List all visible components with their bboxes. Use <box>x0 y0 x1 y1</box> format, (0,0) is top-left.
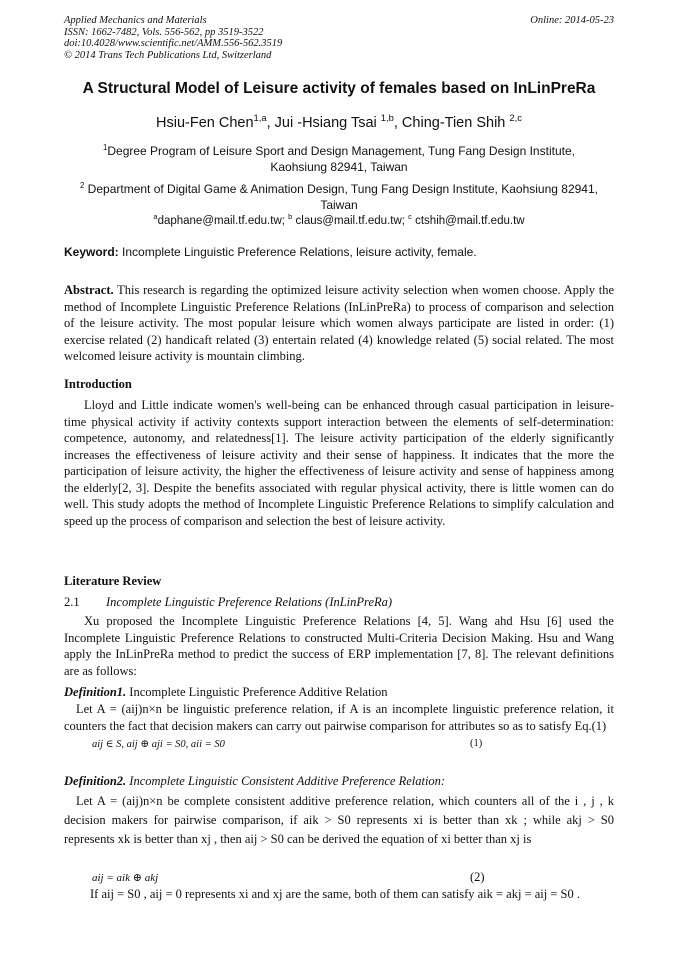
equation-2: aij = aik ⊕ akj <box>92 872 159 884</box>
author-emails: $^a$daphane@mail.tf.edu.tw; $^b$ claus@mail.tf.edu.tw; $^c$ ctshih@mail.tf.edu.tw <box>153 212 525 227</box>
subsection-heading <box>64 595 392 610</box>
affiliation-2: $^2$ Department of Digital Game & Animation Design, Tung Fang Design Institute, Kaohsiung 82941, Taiwan <box>80 181 598 212</box>
definition-2-text: Let A = (aij)n×n be complete consistent additive preference relation, which counters all of the i , j , k decision makers for pairwise comparison, if aik > S0 represents xi is better than xk ; while akj > S0 represents xk is better than xj , then aij > S0 can be derived the equation of xi better than xj is <box>64 794 614 846</box>
definition-1-text: Let A = (aij)n×n be linguistic preference relation, if A is an incomplete linguistic preference relation, it counters the fact that decision makers can carry out pairwise comparison for attributes so as to satisfy Eq.(1) <box>64 702 614 733</box>
paper-title: A Structural Model of Leisure activity of females based on InLinPreRa <box>82 80 596 97</box>
affiliation-1: $^1$Degree Program of Leisure Sport and Design Management, Tung Fang Design Institute, Kaohsiung 82941, Taiwan <box>103 143 575 174</box>
definition-2-title: Incomplete Linguistic Consistent Additive Preference Relation: <box>126 774 446 788</box>
keywords-line <box>64 245 614 259</box>
definition-2-heading <box>64 774 614 789</box>
definition-1-label: Definition1. <box>64 685 127 699</box>
subsection-number: 2.1 <box>64 595 80 609</box>
literature-heading: Literature Review <box>64 574 162 588</box>
introduction-heading: Introduction <box>64 377 132 391</box>
abstract-label: Abstract. <box>64 283 114 297</box>
journal-name: Applied Mechanics and Materials <box>64 15 207 26</box>
literature-paragraph: Xu proposed the Incomplete Linguistic Preference Relations [4, 5]. Wang ahd Hsu [6] used the Incomplete Linguistic Preference Relations to constructed Multi-Criteria Decision Making. Hsu and Wang apply the InLinPreRa method to predict the success of ERP implementation [7, 8]. The relevant definitions are as follows: <box>64 614 614 678</box>
abstract-text: This research is regarding the optimized leisure activity selection when women choose. Apply the method of Incomplete Linguistic Preference Relations (InLinPreRa) to process of comparison and selection of the leisure activity. The most popular leisure which women always participate are listed in order: (1) exercise related (2) handicaft related (3) entertain related (4) knowledge related (5) social related. The most welcomed leisure activity is mountain climbing. <box>64 283 614 363</box>
equation-2-number: (2) <box>470 870 485 884</box>
abstract-paragraph <box>64 282 614 365</box>
issn-line: ISSN: 1662-7482, Vols. 556-562, pp 3519-3522 <box>64 26 264 38</box>
journal-header <box>64 15 614 61</box>
keywords-label: Keyword: <box>64 245 119 259</box>
equation-1-number: (1) <box>470 738 483 749</box>
introduction-paragraph: Lloyd and Little indicate women's well-being can be enhanced through casual participation in leisure-time physical activity if activity contexts support interaction between the elements of self-determination: competence, autonomy, and relatedness[1]. The leisure activity participation of the elderly significantly increases the effectiveness of leisure activity and their sense of happiness. It indicates that the more the participation of leisure activity, the higher the effectiveness of leisure activity and sense of happiness among the elderly[2, 3]. Despite the benefits associated with regular physical activity, there is little women can do well. This study adopts the method of Incomplete Linguistic Preference Relations to simplify calculation and speed up the process of comparison and selection the best of leisure activity. <box>64 398 614 528</box>
subsection-title: Incomplete Linguistic Preference Relations (InLinPreRa) <box>106 595 393 609</box>
equation-1: aij ∈ S, aij ⊕ aji = S0, aii = S0 <box>92 739 225 750</box>
definition-2-label: Definition2. <box>64 774 127 788</box>
online-date: Online: 2014-05-23 <box>530 15 614 26</box>
definition-1-heading <box>64 685 614 700</box>
copyright-line: © 2014 Trans Tech Publications Ltd, Switzerland <box>64 49 272 61</box>
keywords-text: Incomplete Linguistic Preference Relations, leisure activity, female. <box>118 245 477 259</box>
definition-1-title: Incomplete Linguistic Preference Additive Relation <box>126 685 388 699</box>
definition-2-last-line: If aij = S0 , aij = 0 represents xi and xj are the same, both of them can satisfy aik = akj = aij = S0 . <box>90 887 580 901</box>
doi-line: doi:10.4028/www.scientific.net/AMM.556-562.3519 <box>64 38 283 49</box>
author-list: Hsiu-Fen Chen$^{1,a}$, Jui -Hsiang Tsai $^{1,b}$, Ching-Tien Shih $^{2,c}$ <box>156 112 522 131</box>
